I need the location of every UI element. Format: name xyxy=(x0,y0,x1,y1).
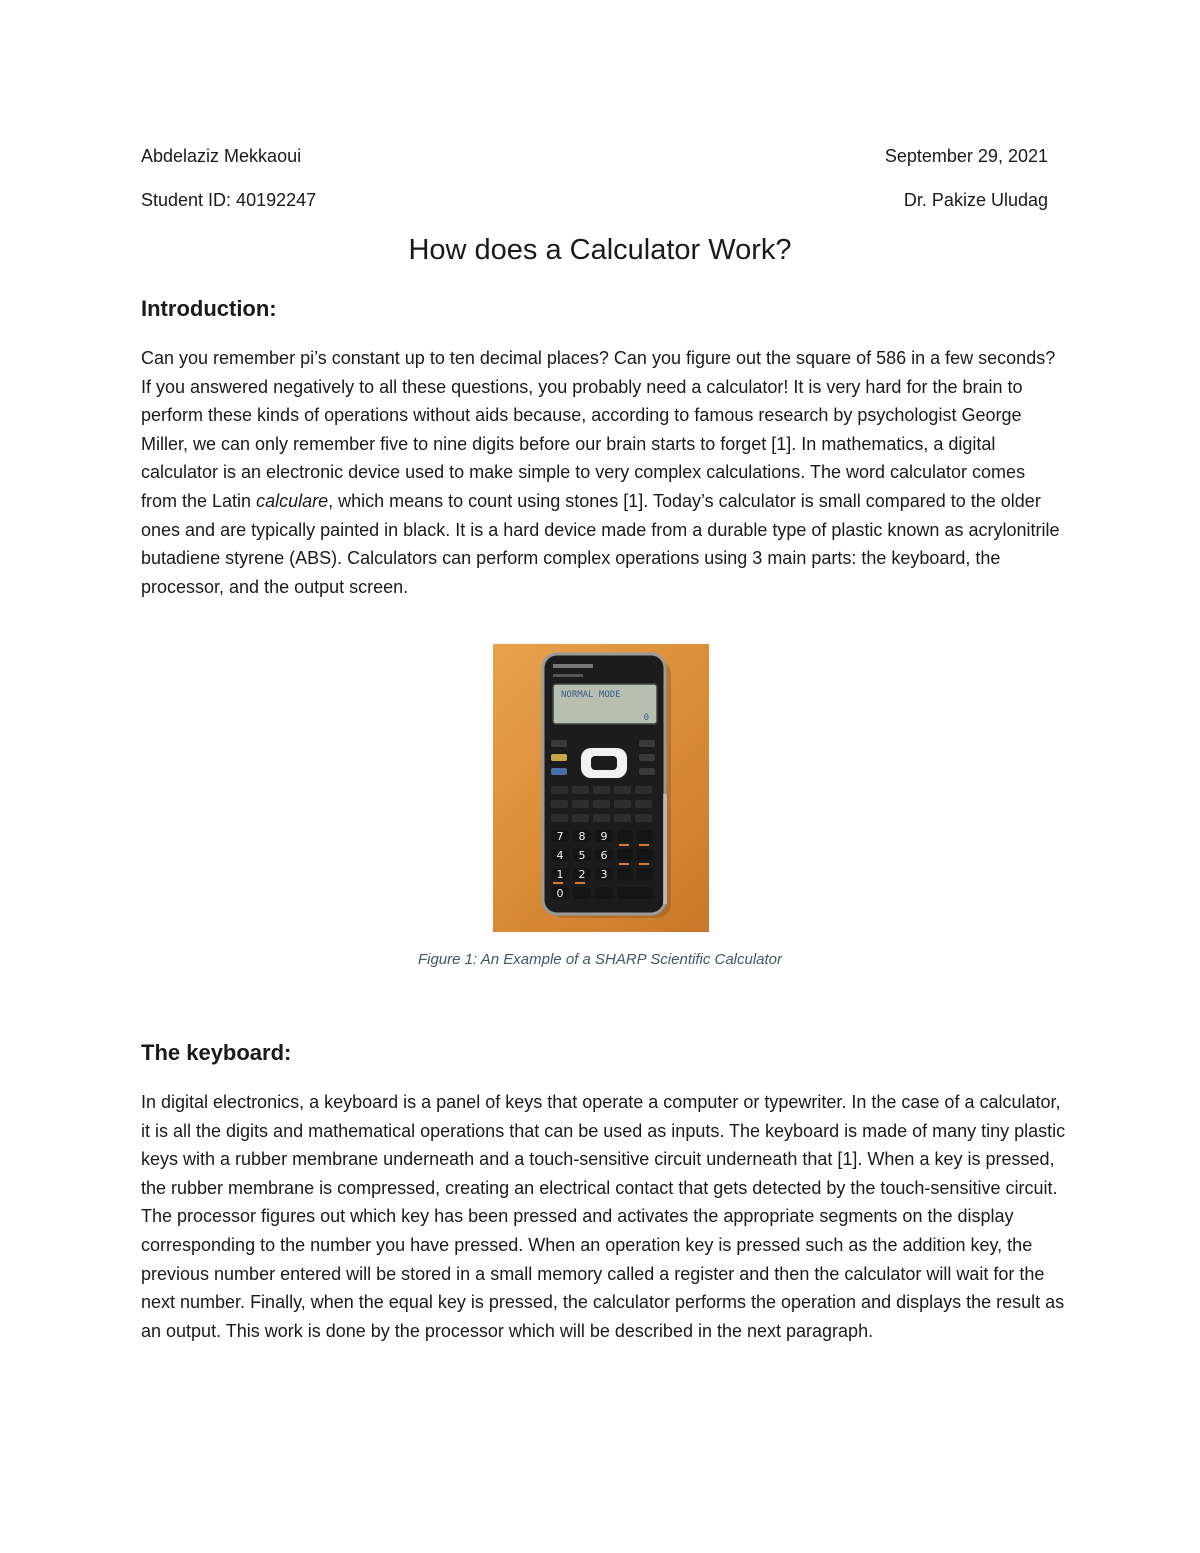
svg-text:2: 2 xyxy=(578,868,586,881)
figure-caption: Figure 1: An Example of a SHARP Scientific Calculator xyxy=(417,951,783,968)
svg-text:6: 6 xyxy=(600,849,608,862)
intro-italic-word: calculare xyxy=(256,490,329,511)
professor-name: Dr. Pakize Uludag xyxy=(903,189,1048,210)
calculator-photo xyxy=(493,644,709,932)
svg-text:1: 1 xyxy=(556,868,564,881)
author-name: Abdelaziz Mekkaoui xyxy=(141,145,302,166)
calculator-edge xyxy=(663,794,667,904)
svg-text:4: 4 xyxy=(556,849,564,862)
document-date: September 29, 2021 xyxy=(884,145,1048,166)
svg-text:9: 9 xyxy=(600,830,608,843)
model-label xyxy=(553,674,583,677)
function-keys-grid xyxy=(551,786,652,822)
screen-value-text: 0 xyxy=(643,713,649,723)
brand-label xyxy=(553,664,593,668)
dpad-center xyxy=(591,756,617,770)
intro-text-part-1: Can you remember pi’s constant up to ten decimal places? Can you figure out the square of 586 in a few seconds? If you answered negatively to all these questions, you probably need a calculator! It is very hard for the brain to perform these kinds of operations without aids because, according to famous research by psychologist George Miller, we can only remember five to nine digits before our brain starts to forget [1]. In mathematics, a digital calculator is an electronic device used to make simple to very complex calculations. The word calculator comes from the Latin xyxy=(141,348,1056,511)
student-id: Student ID: 40192247 xyxy=(141,189,317,210)
calculator-illustration xyxy=(493,644,709,932)
svg-text:3: 3 xyxy=(600,868,608,881)
svg-text:8: 8 xyxy=(578,830,586,843)
introduction-heading: Introduction: xyxy=(141,296,277,321)
svg-text:0: 0 xyxy=(556,887,564,900)
document-title: How does a Calculator Work? xyxy=(408,234,792,266)
introduction-paragraph xyxy=(141,344,1066,601)
svg-text:5: 5 xyxy=(578,849,586,862)
header-row-1 xyxy=(141,141,1048,171)
svg-text:7: 7 xyxy=(556,830,564,843)
header-row-2 xyxy=(141,185,1048,215)
intro-text-part-2: , which means to count using stones [1]. Today’s calculator is small compared to the older ones and are typically painted in black. It is a hard device made from a durable type of plastic known as acrylonitrile butadiene styrene (ABS). Calculators can perform complex operations using 3 main parts: the keyboard, the processor, and the output screen. xyxy=(141,490,1060,597)
screen-mode-text: NORMAL MODE xyxy=(561,690,621,700)
keyboard-heading: The keyboard: xyxy=(141,1040,292,1065)
keyboard-paragraph: In digital electronics, a keyboard is a panel of keys that operate a computer or typewriter. In the case of a calculator, it is all the digits and mathematical operations that can be used as inputs. The keyboard is made of many tiny plastic keys with a rubber membrane underneath and a touch-sensitive circuit underneath that [1]. When a key is pressed, the rubber membrane is compressed, creating an electrical contact that gets detected by the touch-sensitive circuit. The processor figures out which key has been pressed and activates the appropriate segments on the display corresponding to the number you have pressed. When an operation key is pressed such as the addition key, the previous number entered will be stored in a small memory called a register and then the calculator will wait for the next number. Finally, when the equal key is pressed, the calculator performs the operation and displays the result as an output. This work is done by the processor which will be described in the next paragraph. xyxy=(141,1092,1066,1341)
